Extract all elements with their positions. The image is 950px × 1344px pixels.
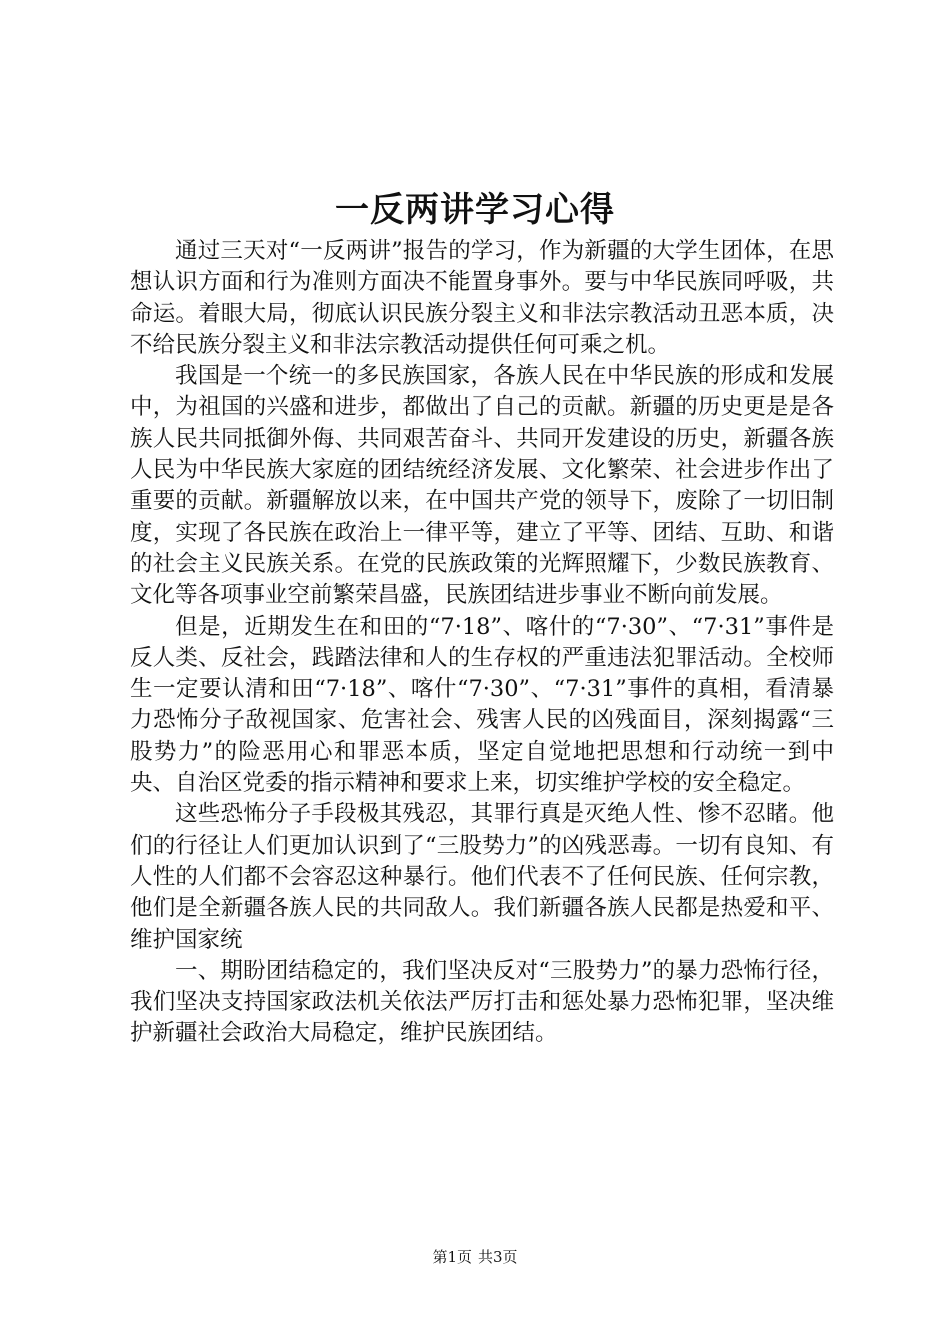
paragraph-5: 一、期盼团结稳定的，我们坚决反对“三股势力”的暴力恐怖行径，我们坚决支持国家政法机关依法严厉打击和惩处暴力恐怖犯罪，坚决维护新疆社会政治大局稳定，维护民族团结。 [130, 957, 834, 1047]
page-footer [0, 1246, 950, 1267]
paragraph-3: 但是，近期发生在和田的“7·18”、喀什的“7·30”、“7·31”事件是反人类、反社会，践踏法律和人的生存权的严重违法犯罪活动。全校师生一定要认清和田“7·18”、喀什“7·30”、“7·31”事件的真相，看清暴力恐怖分子敌视国家、危害社会、残害人民的凶残面目，深刻揭露“三股势力”的险恶用心和罪恶本质，坚定自觉地把思想和行动统一到中央、自治区党委的指示精神和要求上来，切实维护学校的安全稳定。 [130, 613, 834, 797]
document-title: 一反两讲学习心得 [335, 190, 615, 230]
page-number-total: 共3页 [478, 1248, 518, 1266]
page-number-current: 第1页 [432, 1248, 472, 1266]
paragraph-2: 我国是一个统一的多民族国家，各族人民在中华民族的形成和发展中，为祖国的兴盛和进步，都做出了自己的贡献。新疆的历史更是是各族人民共同抵御外侮、共同艰苦奋斗、共同开发建设的历史，新疆各族人民为中华民族大家庭的团结统经济发展、文化繁荣、社会进步作出了重要的贡献。新疆解放以来，在中国共产党的领导下，废除了一切旧制度，实现了各民族在政治上一律平等，建立了平等、团结、互助、和谐的社会主义民族关系。在党的民族政策的光辉照耀下，少数民族教育、文化等各项事业空前繁荣昌盛，民族团结进步事业不断向前发展。 [130, 363, 834, 609]
paragraph-4: 这些恐怖分子手段极其残忍，其罪行真是灭绝人性、惨不忍睹。他们的行径让人们更加认识到了“三股势力”的凶残恶毒。一切有良知、有人性的人们都不会容忍这种暴行。他们代表不了任何民族、任何宗教，他们是全新疆各族人民的共同敌人。我们新疆各族人民都是热爱和平、维护国家统 [130, 801, 834, 953]
document-body [130, 236, 834, 1050]
paragraph-1: 通过三天对“一反两讲”报告的学习，作为新疆的大学生团体，在思想认识方面和行为准则方面决不能置身事外。要与中华民族同呼吸，共命运。着眼大局，彻底认识民族分裂主义和非法宗教活动丑恶本质，决不给民族分裂主义和非法宗教活动提供任何可乘之机。 [130, 238, 834, 358]
